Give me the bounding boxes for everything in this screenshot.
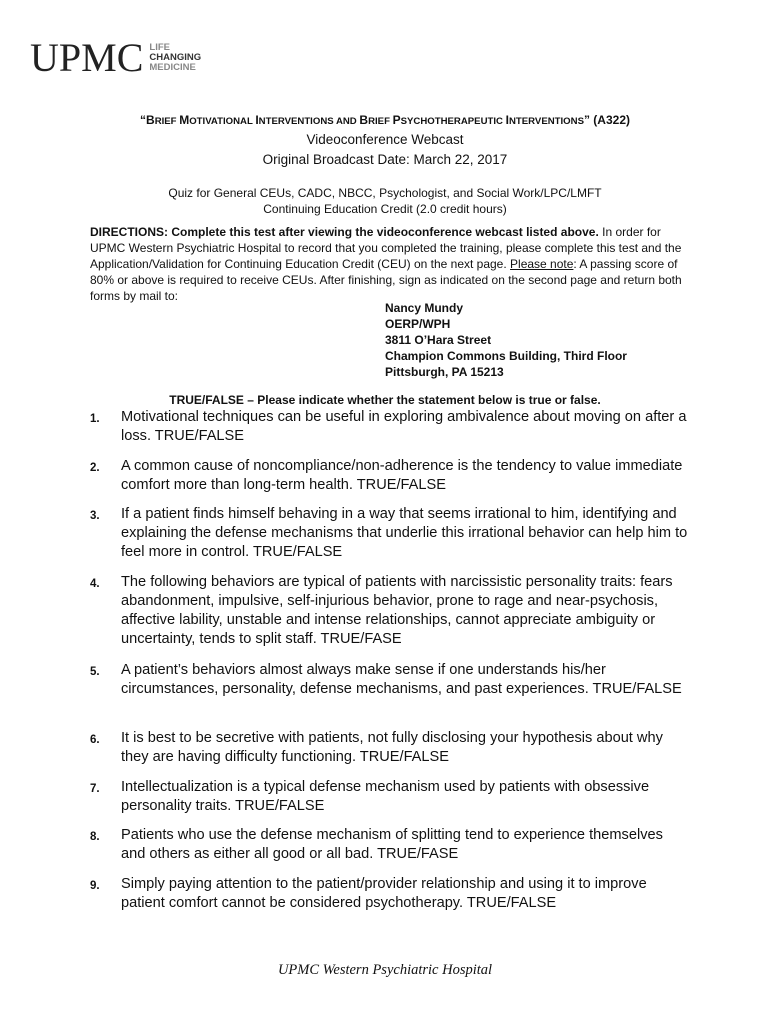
webcast-type: Videoconference Webcast: [306, 132, 464, 147]
question-number: 5.: [90, 666, 100, 678]
logo-tag-line-3: MEDICINE: [149, 62, 196, 73]
question-number: 9.: [90, 880, 100, 892]
please-note-label: Please note: [510, 257, 574, 271]
broadcast-date: Original Broadcast Date: March 22, 2017: [262, 152, 508, 167]
question-text: Motivational techniques can be useful in exploring ambivalence about moving on after a loss. TRUE/FALSE: [121, 409, 687, 444]
question-number: 3.: [90, 510, 100, 522]
question-item: [90, 505, 690, 562]
upmc-logo: [30, 35, 202, 80]
directions-paragraph: DIRECTIONS: Complete this test after viewing the videoconference webcast listed above. In order for UPMC Western Psychiatric Hospital to record that you completed the training, please complete this test and the Application/Validation for Continuing Education Credit (CEU) on the next page. Please note: A passing score of 80% or above is required to receive CEUs. After finishing, sign as indicated on the second page and return both forms by mail to:: [90, 225, 682, 303]
logo-tag-line-2: CHANGING: [149, 52, 202, 63]
question-number: 1.: [90, 413, 100, 425]
question-number: 4.: [90, 578, 100, 590]
question-text: A patient’s behaviors almost always make sense if one understands his/her circumstances, personality, defense mechanisms, and past experiences. TRUE/FALSE: [121, 662, 682, 697]
address-street: 3811 O’Hara Street: [385, 333, 492, 347]
question-text: The following behaviors are typical of patients with narcissistic personality traits: fears abandonment, impulsive, self-injurious behavior, prone to rage and near-psychosis, affective lability, unstable and intense relationships, cannot appreciate ambiguity or uncertainty, tends to split staff. TRUE/FASE: [121, 574, 673, 647]
question-item: [90, 729, 690, 767]
quiz-credits-line: Quiz for General CEUs, CADC, NBCC, Psychologist, and Social Work/LPC/LMFT: [168, 186, 602, 200]
question-item: [90, 778, 690, 816]
question-text: A common cause of noncompliance/non-adherence is the tendency to value immediate comfort more than long-term health. TRUE/FALSE: [121, 458, 683, 493]
question-number: 7.: [90, 783, 100, 795]
question-text: Simply paying attention to the patient/provider relationship and using it to improve patient comfort cannot be considered psychotherapy. TRUE/FALSE: [121, 876, 647, 911]
address-city: Pittsburgh, PA 15213: [385, 365, 504, 379]
question-text: If a patient finds himself behaving in a way that seems irrational to him, identifying and explaining the defense mechanisms that underlie this irrational behavior can help him to feel more in control. TRUE/FALSE: [121, 506, 688, 560]
question-number: 6.: [90, 734, 100, 746]
question-item: [90, 875, 690, 913]
question-text: Patients who use the defense mechanism of splitting tend to experience themselves and others as either all good or all bad. TRUE/FASE: [121, 827, 663, 862]
document-title: “BRIEF MOTIVATIONAL INTERVENTIONS AND BRIEF PSYCHOTHERAPEUTIC INTERVENTIONS” (A322): [140, 113, 630, 127]
mailing-address: [385, 300, 627, 380]
logo-tag-line-1: LIFE: [149, 42, 170, 53]
question-number: 8.: [90, 831, 100, 843]
question-item: [90, 661, 690, 699]
true-false-heading: TRUE/FALSE – Please indicate whether the statement below is true or false.: [169, 393, 601, 407]
question-text: Intellectualization is a typical defense mechanism used by patients with obsessive personality traits. TRUE/FALSE: [121, 779, 650, 814]
credit-hours-line: Continuing Education Credit (2.0 credit hours): [263, 202, 507, 216]
directions-lead: DIRECTIONS: Complete this test after viewing the videoconference webcast listed above.: [90, 225, 599, 239]
question-text: It is best to be secretive with patients, not fully disclosing your hypothesis about why they are having difficulty functioning. TRUE/FALSE: [121, 730, 663, 765]
question-item: [90, 408, 690, 446]
logo-wordmark: UPMC: [30, 35, 144, 80]
page-footer: UPMC Western Psychiatric Hospital: [277, 962, 493, 978]
question-number: 2.: [90, 462, 100, 474]
question-item: [90, 457, 690, 495]
logo-tagline: [149, 43, 201, 73]
question-item: [90, 573, 690, 649]
address-name: Nancy Mundy: [385, 301, 464, 315]
question-item: [90, 826, 690, 864]
address-dept: OERP/WPH: [385, 317, 451, 331]
address-building: Champion Commons Building, Third Floor: [385, 349, 627, 363]
